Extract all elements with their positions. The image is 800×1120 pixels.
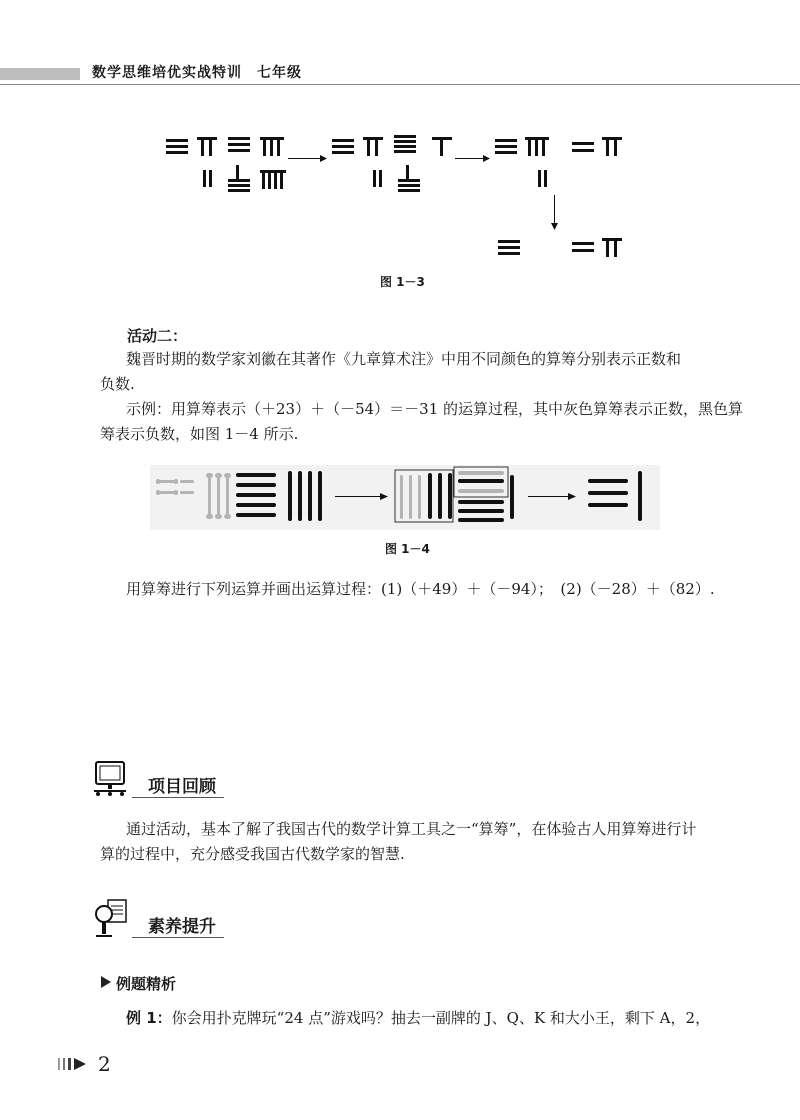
review-line2: 算的过程中，充分感受我国古代数学家的智慧. (100, 845, 405, 863)
activity-2-para2-line2: 筹表示负数，如图 1－4 所示. (100, 425, 299, 443)
review-underline (132, 797, 224, 798)
review-title: 项目回顾 (148, 777, 216, 797)
literacy-subhead: 例题精析 (116, 975, 177, 993)
page-number: 2 (98, 1052, 111, 1076)
positive-rods-units (206, 473, 231, 519)
figure-1-4 (150, 465, 660, 530)
activity-2-para2-line1: 示例：用算筹表示（＋23）＋（－54）＝－31 的运算过程，其中灰色算筹表示正数，黑色算 (126, 400, 744, 418)
monitor-icon (92, 760, 130, 798)
literacy-underline (132, 937, 224, 938)
literacy-title: 素养提升 (148, 917, 216, 937)
rod-8-vertical (260, 137, 284, 156)
header-title: 数学思维培优实战特训 七年级 (92, 65, 302, 81)
page-marker-icon (58, 1056, 94, 1072)
header-rule (0, 84, 800, 85)
rod-2-vertical (203, 170, 212, 187)
rod-6-horizontal (398, 165, 420, 192)
rod-3-horizontal (228, 137, 250, 152)
magnifier-document-icon (92, 898, 130, 940)
review-line1: 通过活动，基本了解了我国古代的数学计算工具之一“算筹”，在体验古人用算筹进行计 (126, 820, 697, 838)
rod-7-vertical (197, 137, 217, 156)
rod-2-horizontal (572, 242, 594, 252)
rod-7-vertical (602, 137, 622, 156)
rod-2-vertical (373, 170, 382, 187)
rod-3-horizontal (166, 139, 188, 154)
rod-2-horizontal (572, 142, 594, 152)
figure-1-3 (150, 125, 640, 270)
example-text: 你会用扑克牌玩“24 点”游戏吗？抽去一副牌的 J、Q、K 和大小王，剩下 A，2， (171, 1009, 711, 1027)
triangle-bullet-icon (100, 975, 112, 989)
rod-6-horizontal (228, 165, 250, 192)
rod-7-vertical (602, 238, 622, 257)
exercise-text: 用算筹进行下列运算并画出运算过程：(1)（＋49）＋（－94）； (2)（－28）＋（82）. (126, 580, 715, 598)
example-label: 例 1： (126, 1009, 172, 1027)
activity-2-heading: 活动二： (127, 327, 188, 345)
rod-9-vertical (260, 170, 286, 189)
activity-2-para1-line1: 魏晋时期的数学家刘徽在其著作《九章算术注》中用不同颜色的算筹分别表示正数和 (126, 350, 682, 368)
rod-3-horizontal (495, 139, 517, 154)
rod-3-horizontal (498, 240, 520, 255)
rod-2-vertical (538, 170, 547, 187)
rod-6-vertical (432, 137, 452, 156)
activity-2-para1-line2: 负数. (100, 375, 135, 393)
figure-1-4-caption: 图 1－4 (385, 542, 430, 556)
rod-3-horizontal (332, 139, 354, 154)
rod-8-vertical (525, 137, 549, 156)
rod-4-horizontal (394, 135, 416, 153)
figure-1-3-caption: 图 1－3 (380, 275, 425, 289)
rod-7-vertical (363, 137, 383, 156)
header-decor-bar (0, 68, 80, 80)
